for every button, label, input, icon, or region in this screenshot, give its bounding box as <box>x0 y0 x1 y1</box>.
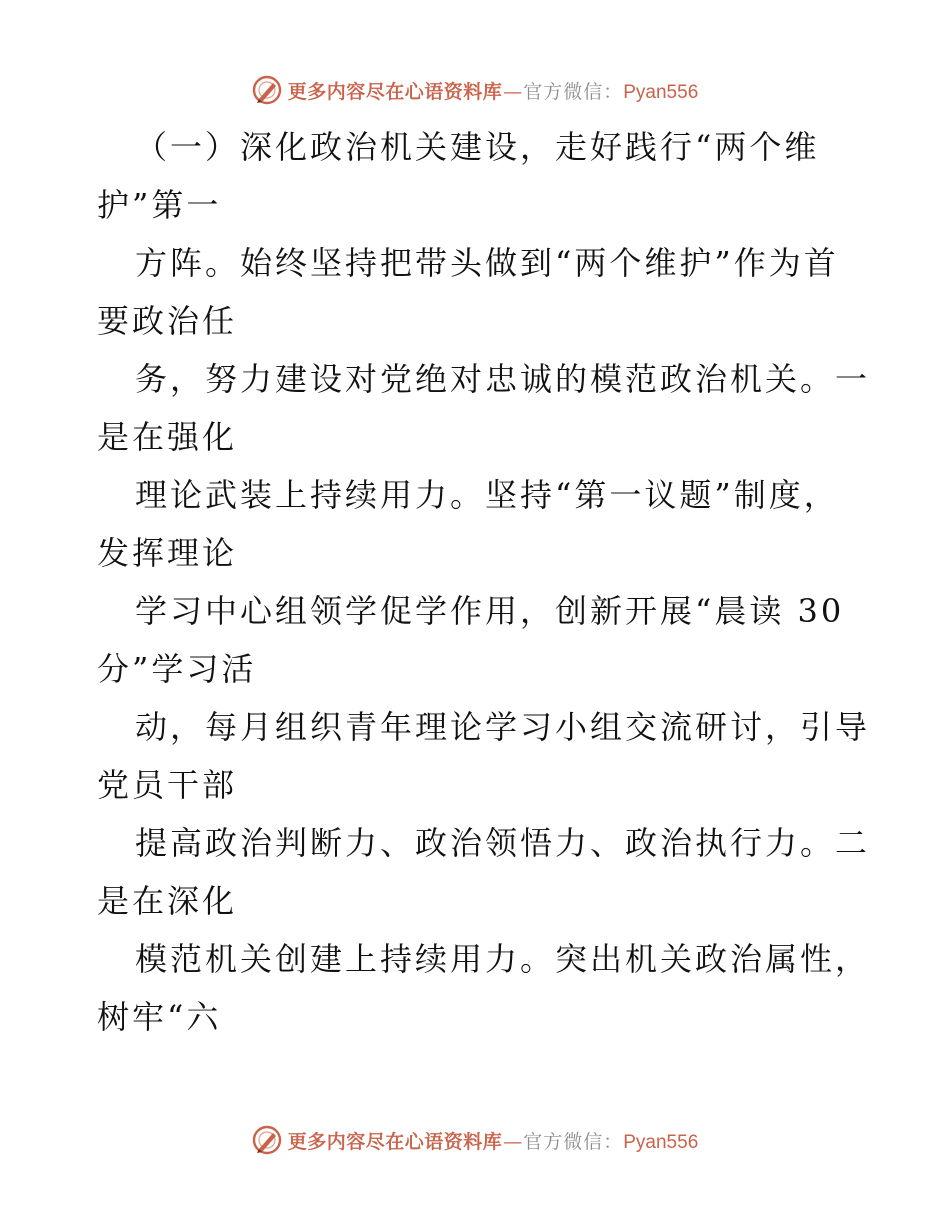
pen-logo-icon <box>252 75 282 105</box>
banner-dash: — <box>503 1130 523 1153</box>
body-line: 是在深化 <box>97 882 238 920</box>
wechat-label: 官方微信： <box>523 80 624 103</box>
body-line: 提高政治判断力、政治领悟力、政治执行力。二 <box>135 824 871 862</box>
banner-dash: — <box>503 80 523 103</box>
body-line: 动，每月组织青年理论学习小组交流研讨，引导 <box>135 708 871 746</box>
wechat-id: Pyan556 <box>623 1131 699 1153</box>
body-line: 方阵。始终坚持把带头做到“两个维护”作为首 <box>135 244 839 282</box>
body-line: 树牢“六 <box>97 998 222 1036</box>
body-line: 理论武装上持续用力。坚持“第一议题”制度， <box>135 476 839 514</box>
body-line: 党员干部 <box>97 766 238 804</box>
body-line: 是在强化 <box>97 418 238 456</box>
body-line: 发挥理论 <box>97 534 238 572</box>
wechat-label: 官方微信： <box>523 1130 624 1153</box>
body-line: 护”第一 <box>97 186 222 224</box>
footer-banner <box>0 1122 950 1158</box>
body-line: （一）深化政治机关建设，走好践行“两个维 <box>135 128 820 166</box>
body-line: 要政治任 <box>97 302 238 340</box>
brand-text: 更多内容尽在心语资料库 <box>287 80 503 103</box>
wechat-id: Pyan556 <box>623 81 699 103</box>
header-banner <box>0 72 950 108</box>
body-line: 分”学习活 <box>97 650 257 688</box>
document-body <box>97 118 871 1046</box>
body-line: 务，努力建设对党绝对忠诚的模范政治机关。一 <box>135 360 871 398</box>
brand-text: 更多内容尽在心语资料库 <box>287 1130 503 1153</box>
body-line: 学习中心组领学促学作用，创新开展“晨读 30 <box>135 592 845 630</box>
body-line: 模范机关创建上持续用力。突出机关政治属性， <box>135 940 871 978</box>
pen-logo-icon <box>252 1125 282 1155</box>
